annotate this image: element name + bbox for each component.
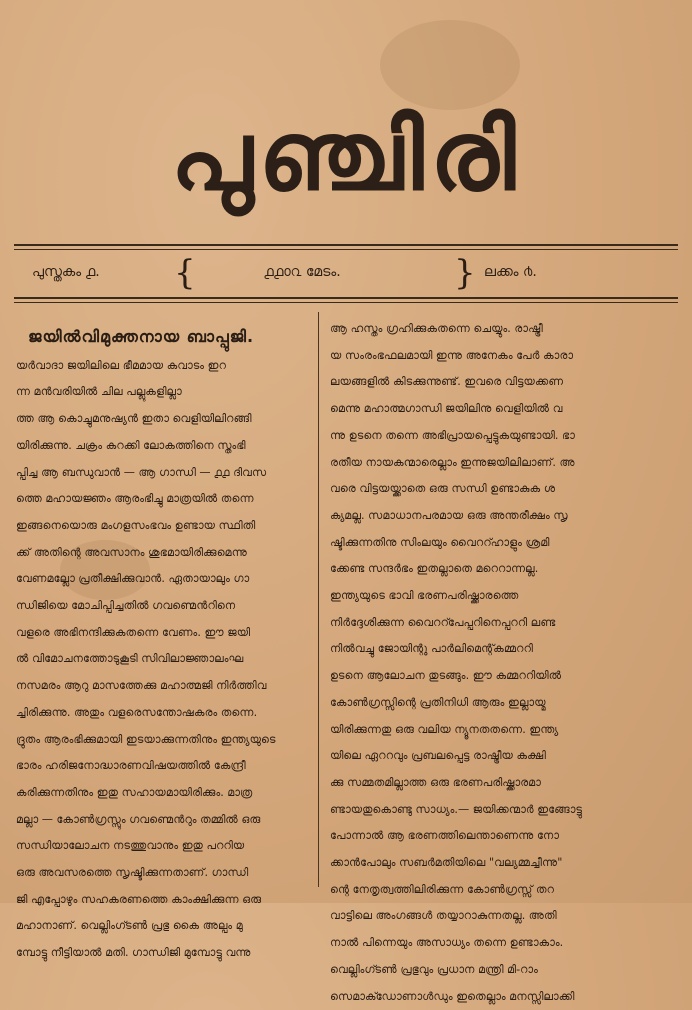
- issue-number: ലക്കം ൪.: [484, 264, 537, 280]
- article-line: ണ്ടായതുകൊണ്ടു സാധ്യം.— ജയിക്കന്മാർ ഇങ്ങോട്ടു: [330, 802, 583, 816]
- article-line: ൽ വിമോചനത്തോടുകൂടി സിവിലാജ്ഞാലംഘ: [16, 652, 244, 666]
- spacer: [16, 326, 309, 353]
- masthead-title: പുഞ്ചിരി: [170, 99, 522, 212]
- article-line: നസമരം ആറു മാസത്തേക്കു മഹാത്മജി നിർത്തിവ: [16, 679, 267, 693]
- article-line: വാട്ടിലെ അംഗങ്ങൾ തയ്യാറാകുന്നതല്ല. അതി: [330, 909, 557, 923]
- article-line: സെമാക്ഡോണാൾഡും ഇതെല്ലാം മനസ്സിലാക്കി: [330, 989, 575, 1003]
- article-line: മല്ലാ — കോൺഗ്രസ്സും ഗവണ്മെൻറും തമ്മിൽ ഒരു: [16, 812, 261, 826]
- article-line: പോന്നാൽ ആ ഭരണത്തിലെന്താണെന്നു നോ: [330, 829, 560, 843]
- article-line: കോൺഗ്രസ്സിന്റെ പ്രതിനിധി ആരും ഇല്ലായ്മ: [330, 695, 546, 709]
- article-right-column: [330, 316, 623, 1010]
- article-line: മഹാനാണ്. വെല്ലിംഗ്ടൺ പ്രഭു കൈ അല്പം മു: [16, 919, 243, 933]
- article-line: ഇങ്ങനെയൊരു മംഗളസംഭവം ഉണ്ടായ സ്ഥിതി: [16, 518, 256, 532]
- article-line: ഷ്ടിക്കുന്നതിനു സിംലയും വൈററ്ഹാളും ശ്രമി: [330, 535, 550, 549]
- article-line: ജി എപ്പോഴും സഹകരണത്തെ കാംക്ഷിക്കുന്ന ഒരു: [16, 892, 262, 906]
- article-line: ഉടനെ ആലോചന തുടങ്ങും. ഈ കമ്മററിയിൽ: [330, 669, 562, 683]
- article-line: വേണമല്ലോ പ്രതീക്ഷിക്കുവാൻ. ഏതായാലും ഗാ: [16, 572, 250, 586]
- article-line: ന്ധിജിയെ മോചിപ്പിച്ചതിൽ ഗവണ്മെൻറിനെ: [16, 599, 236, 613]
- article-line: വെല്ലിംഗ്ടൺ പ്രഭുവും പ്രധാന മന്ത്രി മി-റാം: [330, 962, 538, 976]
- article-line: യിരിക്കുന്നു. ചക്രം കറക്കി ലോകത്തിനെ സ്തംഭി: [16, 438, 246, 452]
- volume-label: പുസ്തകം ൧.: [32, 264, 100, 280]
- article-line: ആ ഹസ്തം ഗ്രഹിക്കുകതന്നെ ചെയ്യും. രാഷ്ട്രീ: [330, 322, 543, 335]
- bottom-rule: [14, 297, 678, 303]
- article-line: നിർദ്ദേശിക്കുന്ന വൈററ്പേപ്പറിനെപ്പററി ലണ്ട: [330, 615, 556, 629]
- article-line: മെന്നു മഹാത്മഗാന്ധി ജയിലിനു വെളിയിൽ വ: [330, 402, 563, 416]
- article-line: ന്നു ഉടനെ തന്നെ അഭിപ്രായപ്പെട്ടുകയുണ്ടായി. ഭാ: [330, 428, 575, 442]
- brace-left: {: [174, 253, 196, 293]
- article-line: ഇന്ത്യയുടെ ഭാവി ഭരണപരിഷ്ക്കാരത്തെ: [330, 589, 519, 603]
- article-line: സന്ധിയാലോചന നടത്തുവാനും ഇതു പററിയ: [16, 839, 245, 853]
- article-line: പ്പിച്ച ആ ബന്ധുവാൻ — ആ ഗാന്ധി — ൧൧ ദിവസ: [16, 465, 267, 479]
- article-line: ലയങ്ങളിൽ കിടക്കുന്നുണ്ട്. ഇവരെ വിട്ടയക്കണ: [330, 375, 564, 389]
- issue-bar: [14, 253, 678, 293]
- column-divider: [318, 312, 319, 887]
- article-line: രതീയ നായകന്മാരെല്ലാം ഇന്നുജയിലിലാണ്. അ: [330, 455, 575, 469]
- paper-stain: [380, 20, 520, 110]
- top-rule: [14, 244, 678, 250]
- article-line: മ്പോട്ടു നീട്ടിയാൽ മതി. ഗാന്ധിജി മുമ്പോട്ടു വന്നു: [16, 946, 251, 960]
- article-line: ത്തെ മഹായജ്ഞം ആരംഭിച്ചു മാത്രയിൽ തന്നെ: [16, 492, 254, 506]
- article-line: വളരെ അഭിനന്ദിക്കുകതന്നെ വേണം. ഈ ജയി: [16, 625, 251, 639]
- article-line: ക്ക് അതിന്റെ അവസാനം ശുഭമായിരിക്കുമെന്നു: [16, 545, 247, 559]
- article-line: യ സംരംഭഫലമായി ഇന്നു അനേകം പേർ കാരാ: [330, 348, 574, 362]
- article-line: വരെ വിട്ടയയ്ക്കാതെ ഒരു സന്ധി ഉണ്ടാകുക ശ: [330, 482, 556, 496]
- article-line: നിൽവച്ചു ജോയിന്റു പാർലിമെന്റ്കമ്മററി: [330, 642, 533, 656]
- article-line: ക്കാൻപോലും സബർമതിയിലെ "വല്യമ്മച്ചീന്നു": [330, 856, 563, 870]
- article-line: ദ്രുതം ആരംഭിക്കുമായി ഇടയാക്കുന്നതിനും ഇന്ത്യയുടെ: [16, 732, 276, 746]
- article-line: ഒരു അവസരത്തെ സൃഷ്ടിക്കുന്നതാണ്. ഗാന്ധി: [16, 866, 249, 880]
- article-line: ക്കേണ്ട സന്ദർഭം ഇതല്ലാതെ മറെറാന്നല്ല.: [330, 562, 539, 576]
- article-line: ഭാരം ഹരിജനോദ്ധാരണവിഷയത്തിൽ കേന്ദ്രീ: [16, 759, 246, 773]
- article-left-column: [16, 326, 309, 967]
- article-line: ത്ത ആ കൊച്ചുമനുഷ്യൻ ഇതാ വെളിയിലിറങ്ങി: [16, 412, 252, 426]
- article-line: ന്ന മൻവരിയിൽ ചില പല്ലുകളില്ലാ: [16, 385, 182, 399]
- article-line: കരിക്കുന്നതിനും ഇതു സഹായമായിരിക്കും. മാത്ര: [16, 785, 253, 799]
- article-line: ച്ചിരിക്കുന്നു. അതും വളരെസന്തോഷകരം തന്നെ.: [16, 705, 258, 719]
- article-line: ക്കു സമ്മതമില്ലാത്ത ഒരു ഭരണപരിഷ്ക്കാരമാ: [330, 775, 541, 789]
- article-line: യിലെ ഏററവും പ്രബലപ്പെട്ട രാഷ്ട്രീയ കക്ഷി: [330, 749, 546, 763]
- article-line: യിരിക്കുന്നതു ഒരു വലിയ ന്യൂനതതന്നെ. ഇന്ത്യ: [330, 722, 559, 736]
- brace-right: }: [454, 253, 476, 293]
- article-line: ന്റെ നേതൃത്വത്തിലിരിക്കുന്ന കോൺഗ്രസ്സ് തറ: [330, 882, 555, 896]
- article-heading: ജയിൽവിമുക്തനായ ബാപ്പുജി.: [28, 327, 255, 346]
- article-line: നാൽ പിന്നെയും അസാധ്യം തന്നെ ഉണ്ടാകാം.: [330, 936, 564, 950]
- article-line: ക്യമല്ല. സമാധാനപരമായ ഒരു അന്തരീക്ഷം സൃ: [330, 508, 568, 522]
- issue-date: ൧൧൦൨ മേടം.: [264, 264, 341, 280]
- article-line: യർവാദാ ജയിലിലെ ഭീമമായ കവാടം ഇറ: [16, 358, 227, 372]
